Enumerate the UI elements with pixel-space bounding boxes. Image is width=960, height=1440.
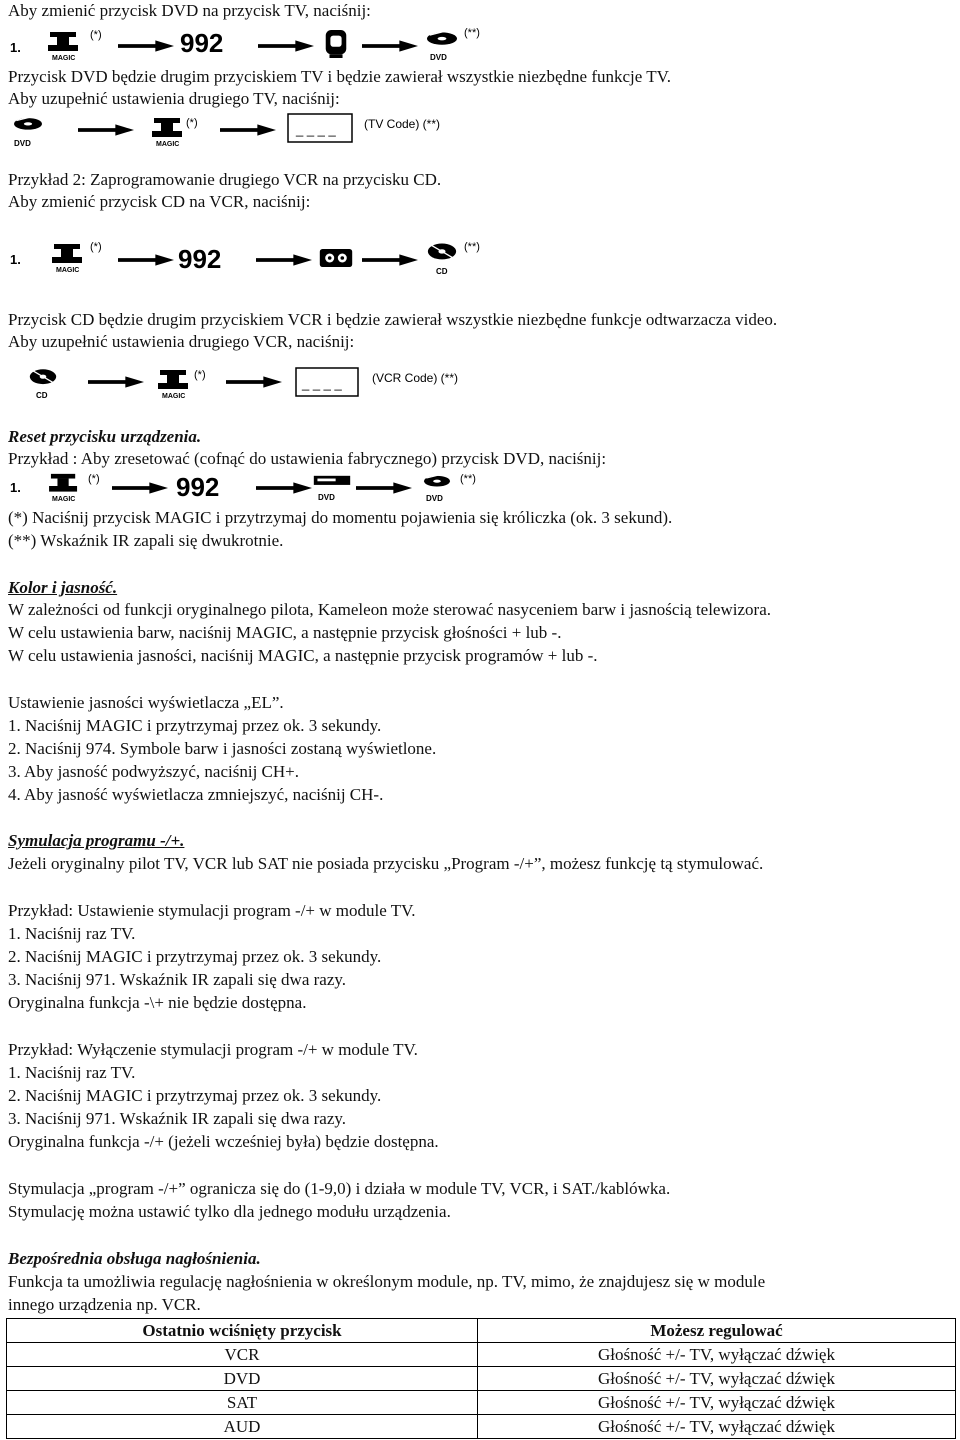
arrow-icon bbox=[362, 40, 418, 51]
text-line: Aby uzupełnić ustawienia drugiego VCR, naciśnij: bbox=[8, 332, 355, 351]
cd-icon bbox=[30, 369, 56, 384]
text-line: W celu ustawienia barw, naciśnij MAGIC, a następnie przycisk głośności + lub -. bbox=[8, 623, 562, 642]
arrow-icon bbox=[362, 254, 418, 265]
magic-icon bbox=[152, 118, 182, 137]
magic-icon bbox=[49, 474, 77, 492]
arrow-icon bbox=[88, 376, 144, 387]
step-number: 1. bbox=[10, 252, 21, 267]
mark-star: (*) bbox=[186, 117, 198, 129]
list-item: 1. Naciśnij MAGIC i przytrzymaj przez ok. 3 sekundy. bbox=[8, 716, 382, 735]
dvd-label: DVD bbox=[14, 139, 31, 148]
text-line: innego urządzenia np. VCR. bbox=[8, 1295, 201, 1314]
arrow-icon bbox=[118, 254, 174, 265]
arrow-icon bbox=[356, 482, 412, 493]
text-line: Oryginalna funkcja -/+ (jeżeli wcześniej była) będzie dostępna. bbox=[8, 1132, 439, 1151]
list-item: 1. Naciśnij raz TV. bbox=[8, 1063, 136, 1082]
step-number: 1. bbox=[10, 480, 21, 495]
mark-star: (*) bbox=[90, 29, 102, 41]
table-cell: AUD bbox=[7, 1415, 478, 1439]
magic-label: MAGIC bbox=[52, 496, 76, 503]
code-992: 992 bbox=[180, 28, 224, 58]
text-line: Funkcja ta umożliwia regulację nagłośnienia w określonym module, np. TV, mimo, że znajdujesz się w module bbox=[8, 1272, 766, 1291]
magic-label: MAGIC bbox=[156, 141, 180, 148]
magic-icon bbox=[52, 244, 82, 263]
text-line: Oryginalna funkcja -\+ nie będzie dostępna. bbox=[8, 993, 307, 1012]
cd-label: CD bbox=[436, 267, 448, 276]
text-line: Aby zmienić przycisk DVD na przycisk TV, naciśnij: bbox=[8, 1, 371, 20]
diagram-reset bbox=[0, 470, 520, 504]
dvd-label: DVD bbox=[430, 53, 447, 62]
arrow-icon bbox=[78, 124, 134, 135]
column-header-last-pressed: Ostatnio wciśnięty przycisk bbox=[7, 1319, 478, 1343]
vcr-code-label: (VCR Code) (**) bbox=[372, 371, 459, 385]
text-line: Aby zmienić przycisk CD na VCR, naciśnij: bbox=[8, 192, 311, 211]
magic-label: MAGIC bbox=[56, 267, 80, 274]
diagram-dvd-to-tv bbox=[0, 24, 520, 62]
magic-label: MAGIC bbox=[162, 393, 186, 400]
section-heading-color: Kolor i jasność. bbox=[8, 578, 118, 597]
column-header-can-adjust: Możesz regulować bbox=[478, 1319, 956, 1343]
mark-star: (*) bbox=[88, 473, 100, 485]
arrow-icon bbox=[118, 40, 174, 51]
text-line: Przykład : Aby zresetować (cofnąć do ustawienia fabrycznego) przycisk DVD, naciśnij: bbox=[8, 449, 607, 468]
tv-code-label: (TV Code) (**) bbox=[364, 117, 441, 131]
mark-double-star: (**) bbox=[464, 27, 480, 39]
diagram-second-vcr bbox=[0, 362, 520, 402]
table-row bbox=[7, 1391, 956, 1415]
table-cell: VCR bbox=[7, 1343, 478, 1367]
mark-star: (*) bbox=[194, 369, 206, 381]
dvd-icon bbox=[427, 30, 457, 45]
list-item: 3. Naciśnij 971. Wskaźnik IR zapali się dwa razy. bbox=[8, 970, 347, 989]
dvd-label: DVD bbox=[318, 493, 335, 502]
section-heading-volume: Bezpośrednia obsługa nagłośnienia. bbox=[8, 1249, 261, 1268]
text-line: W celu ustawienia jasności, naciśnij MAGIC, a następnie przycisk programów + lub -. bbox=[8, 646, 598, 665]
text-line: Stymulacja „program -/+” ogranicza się do (1-9,0) i działa w module TV, VCR, i SAT./kablówka. bbox=[8, 1179, 671, 1198]
magic-icon bbox=[158, 370, 188, 389]
code-992: 992 bbox=[178, 244, 222, 274]
diagram-cd-to-vcr bbox=[0, 234, 520, 278]
table-cell: DVD bbox=[7, 1367, 478, 1391]
arrow-icon bbox=[226, 376, 282, 387]
cd-icon bbox=[428, 244, 456, 260]
list-item: 1. Naciśnij raz TV. bbox=[8, 924, 136, 943]
text-line: W zależności od funkcji oryginalnego pilota, Kameleon może sterować nasyceniem barw i jasnością telewizora. bbox=[8, 600, 771, 619]
text-line: Stymulację można ustawić tylko dla jednego modułu urządzenia. bbox=[8, 1202, 451, 1221]
mark-double-star: (**) bbox=[460, 473, 476, 485]
arrow-icon bbox=[220, 124, 276, 135]
table-cell: Głośność +/- TV, wyłączać dźwięk bbox=[478, 1367, 956, 1391]
table-row bbox=[7, 1343, 956, 1367]
tv-icon bbox=[326, 30, 347, 58]
table-cell: Głośność +/- TV, wyłączać dźwięk bbox=[478, 1343, 956, 1367]
dvd-icon bbox=[424, 474, 450, 487]
arrow-icon bbox=[256, 254, 312, 265]
table-cell: SAT bbox=[7, 1391, 478, 1415]
code-placeholder: _ _ _ _ bbox=[296, 122, 336, 137]
section-heading-reset: Reset przycisku urządzenia. bbox=[8, 427, 202, 446]
table-header-row bbox=[7, 1319, 956, 1343]
text-line: Aby uzupełnić ustawienia drugiego TV, naciśnij: bbox=[8, 89, 340, 108]
text-line: Przycisk DVD będzie drugim przyciskiem TV i będzie zawierał wszystkie niezbędne funkcje TV. bbox=[8, 67, 671, 86]
dvd-icon bbox=[14, 116, 42, 130]
dvd-player-icon bbox=[314, 476, 350, 485]
arrow-icon bbox=[112, 482, 168, 493]
list-item: 2. Naciśnij 974. Symbole barw i jasności zostaną wyświetlone. bbox=[8, 739, 437, 758]
text-line: Przycisk CD będzie drugim przyciskiem VCR i będzie zawierał wszystkie niezbędne funkcje odtwarzacza video. bbox=[8, 310, 778, 329]
arrow-icon bbox=[256, 482, 312, 493]
arrow-icon bbox=[258, 40, 314, 51]
table-row bbox=[7, 1367, 956, 1391]
note-double-star: (**) Wskaźnik IR zapali się dwukrotnie. bbox=[8, 531, 284, 550]
mark-star: (*) bbox=[90, 241, 102, 253]
text-line: Przykład: Ustawienie stymulacji program -/+ w module TV. bbox=[8, 901, 416, 920]
volume-table bbox=[6, 1318, 956, 1439]
code-992: 992 bbox=[176, 472, 220, 502]
dvd-label: DVD bbox=[426, 494, 443, 503]
list-item: 2. Naciśnij MAGIC i przytrzymaj przez ok. 3 sekundy. bbox=[8, 947, 382, 966]
list-item: 3. Naciśnij 971. Wskaźnik IR zapali się dwa razy. bbox=[8, 1109, 347, 1128]
vcr-icon bbox=[320, 249, 352, 267]
note-single-star: (*) Naciśnij przycisk MAGIC i przytrzymaj do momentu pojawienia się króliczka (ok. 3 sekund). bbox=[8, 508, 673, 527]
table-cell: Głośność +/- TV, wyłączać dźwięk bbox=[478, 1415, 956, 1439]
text-line: Ustawienie jasności wyświetlacza „EL”. bbox=[8, 693, 284, 712]
list-item: 2. Naciśnij MAGIC i przytrzymaj przez ok. 3 sekundy. bbox=[8, 1086, 382, 1105]
text-line: Jeżeli oryginalny pilot TV, VCR lub SAT nie posiada przycisku „Program -/+”, możesz funkcję tą stymulować. bbox=[8, 854, 764, 873]
table-row bbox=[7, 1415, 956, 1439]
cd-label: CD bbox=[36, 391, 48, 400]
diagram-second-tv bbox=[0, 110, 520, 150]
mark-double-star: (**) bbox=[464, 241, 480, 253]
text-line: Przykład: Wyłączenie stymulacji program -/+ w module TV. bbox=[8, 1040, 418, 1059]
list-item: 3. Aby jasność podwyższyć, naciśnij CH+. bbox=[8, 762, 299, 781]
table-cell: Głośność +/- TV, wyłączać dźwięk bbox=[478, 1391, 956, 1415]
code-placeholder: _ _ _ _ bbox=[302, 376, 342, 391]
step-number: 1. bbox=[10, 40, 21, 55]
magic-icon bbox=[48, 32, 78, 51]
magic-label: MAGIC bbox=[52, 55, 76, 62]
text-line: Przykład 2: Zaprogramowanie drugiego VCR na przycisku CD. bbox=[8, 170, 442, 189]
list-item: 4. Aby jasność wyświetlacza zmniejszyć, naciśnij CH-. bbox=[8, 785, 384, 804]
section-heading-simulation: Symulacja programu -/+. bbox=[8, 831, 185, 850]
